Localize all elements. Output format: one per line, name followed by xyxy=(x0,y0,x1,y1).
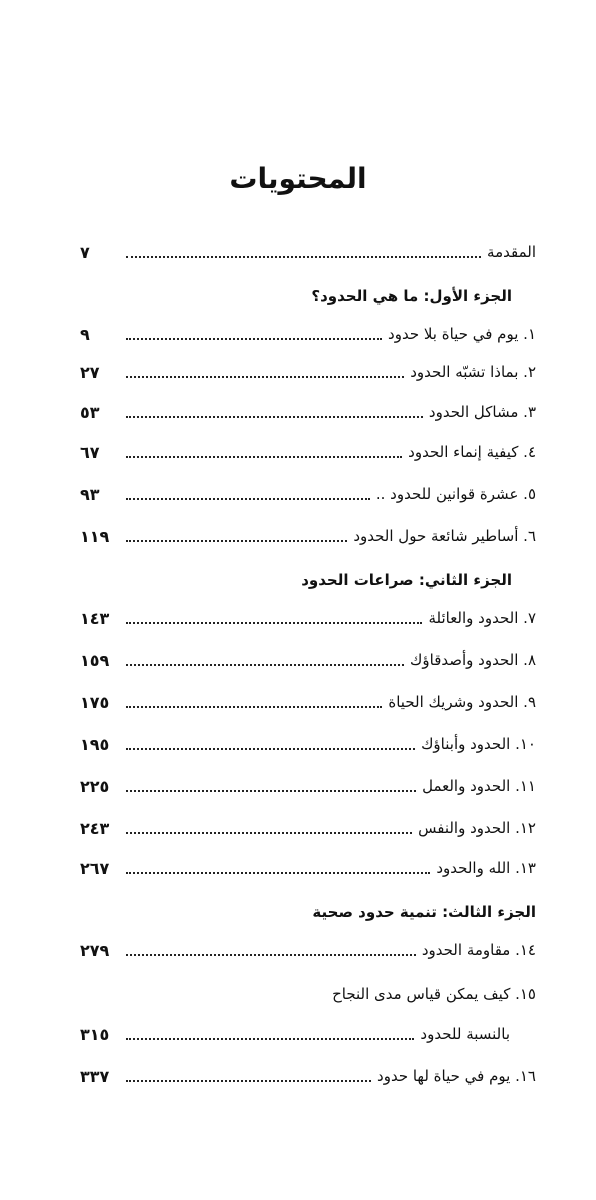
toc-entry-label: ١. يوم في حياة بلا حدود xyxy=(388,325,536,343)
toc-entry-label: ١٢. الحدود والنفس xyxy=(418,819,536,837)
toc-entry-introduction[interactable] xyxy=(80,236,536,268)
toc-entry-label: ١٤. مقاومة الحدود xyxy=(421,941,536,959)
toc-entry-label: ١٣. الله والحدود xyxy=(436,859,536,877)
toc-page-number: ١٤٣ xyxy=(80,608,110,628)
dot-leader xyxy=(126,484,370,500)
toc-page-number: ٦٧ xyxy=(80,442,100,462)
toc-entry-chapter-4[interactable] xyxy=(80,436,536,468)
dot-leader xyxy=(126,402,423,418)
dot-leader xyxy=(126,324,382,340)
toc-entry-chapter-11[interactable] xyxy=(80,770,536,802)
toc-entry-label: ١٦. يوم في حياة لها حدود xyxy=(377,1067,536,1085)
toc-entry-chapter-10[interactable] xyxy=(80,728,536,760)
toc-entry-label: ٦. أساطير شائعة حول الحدود xyxy=(353,527,536,545)
toc-entry-label: المقدمة xyxy=(487,243,536,261)
dot-leader xyxy=(126,526,347,542)
toc-page-number: ٢٧٩ xyxy=(80,940,110,960)
toc-entry-chapter-12[interactable] xyxy=(80,812,536,844)
toc-page-number: ٩ xyxy=(80,324,90,344)
toc-entry-label: ٧. الحدود والعائلة xyxy=(428,609,536,627)
dot-leader xyxy=(126,1066,371,1082)
toc-page-number: ٢٧ xyxy=(80,362,100,382)
toc-page-number: ٧ xyxy=(80,242,90,262)
toc-entry-chapter-15[interactable] xyxy=(80,978,536,1010)
toc-page-number: ٢٢٥ xyxy=(80,776,110,796)
toc-entry-label-continuation: بالنسبة للحدود xyxy=(420,1025,510,1043)
page-title: المحتويات xyxy=(229,162,367,195)
dot-leader xyxy=(126,818,412,834)
toc-entry-chapter-3[interactable] xyxy=(80,396,536,428)
toc-page-number: ١٥٩ xyxy=(80,650,110,670)
toc-page-number: ٣١٥ xyxy=(80,1024,110,1044)
toc-entry-chapter-16[interactable] xyxy=(80,1060,536,1092)
dot-leader xyxy=(126,692,382,708)
dot-leader xyxy=(126,442,402,458)
toc-entry-chapter-8[interactable] xyxy=(80,644,536,676)
toc-entry-label: ٢. بماذا تشبّه الحدود xyxy=(410,363,536,381)
toc-page-number: ٣٣٧ xyxy=(80,1066,110,1086)
toc-entry-label: ٥. عشرة قوانين للحدود .. xyxy=(375,485,536,503)
dot-leader xyxy=(126,734,415,750)
toc-page-number: ٥٣ xyxy=(80,402,100,422)
toc-entry-label: ١٥. كيف يمكن قياس مدى النجاح xyxy=(332,985,536,1003)
toc-entry-chapter-14[interactable] xyxy=(80,934,536,966)
dot-leader xyxy=(126,940,416,956)
toc-page-number: ١٩٥ xyxy=(80,734,110,754)
toc-page-number: ١٧٥ xyxy=(80,692,110,712)
toc-entry-chapter-13[interactable] xyxy=(80,852,536,884)
part-heading-3: الجزء الثالث: تنمية حدود صحية xyxy=(312,903,536,921)
toc-page-number: ٢٤٣ xyxy=(80,818,110,838)
dot-leader xyxy=(126,242,481,258)
toc-entry-chapter-9[interactable] xyxy=(80,686,536,718)
part-heading-2: الجزء الثاني: صراعات الحدود xyxy=(301,571,512,589)
toc-entry-label: ٣. مشاكل الحدود xyxy=(428,403,536,421)
dot-leader xyxy=(126,650,404,666)
part-heading-1: الجزء الأول: ما هي الحدود؟ xyxy=(311,287,512,305)
toc-entry-label: ٤. كيفية إنماء الحدود xyxy=(408,443,536,461)
dot-leader xyxy=(126,776,416,792)
dot-leader xyxy=(126,858,430,874)
dot-leader xyxy=(126,1024,414,1040)
toc-page-number: ٢٦٧ xyxy=(80,858,110,878)
dot-leader xyxy=(126,608,422,624)
toc-entry-chapter-1[interactable] xyxy=(80,318,536,350)
toc-entry-label: ١١. الحدود والعمل xyxy=(422,777,536,795)
toc-entry-label: ١٠. الحدود وأبناؤك xyxy=(421,735,536,753)
toc-entry-chapter-6[interactable] xyxy=(80,520,536,552)
toc-entry-chapter-5[interactable] xyxy=(80,478,536,510)
toc-entry-label: ٨. الحدود وأصدقاؤك xyxy=(410,651,536,669)
toc-entry-chapter-2[interactable] xyxy=(80,356,536,388)
toc-entry-chapter-7[interactable] xyxy=(80,602,536,634)
toc-page-number: ٩٣ xyxy=(80,484,100,504)
toc-entry-chapter-15-continuation[interactable] xyxy=(80,1018,510,1050)
toc-page-number: ١١٩ xyxy=(80,526,110,546)
toc-entry-label: ٩. الحدود وشريك الحياة xyxy=(388,693,536,711)
dot-leader xyxy=(126,362,404,378)
